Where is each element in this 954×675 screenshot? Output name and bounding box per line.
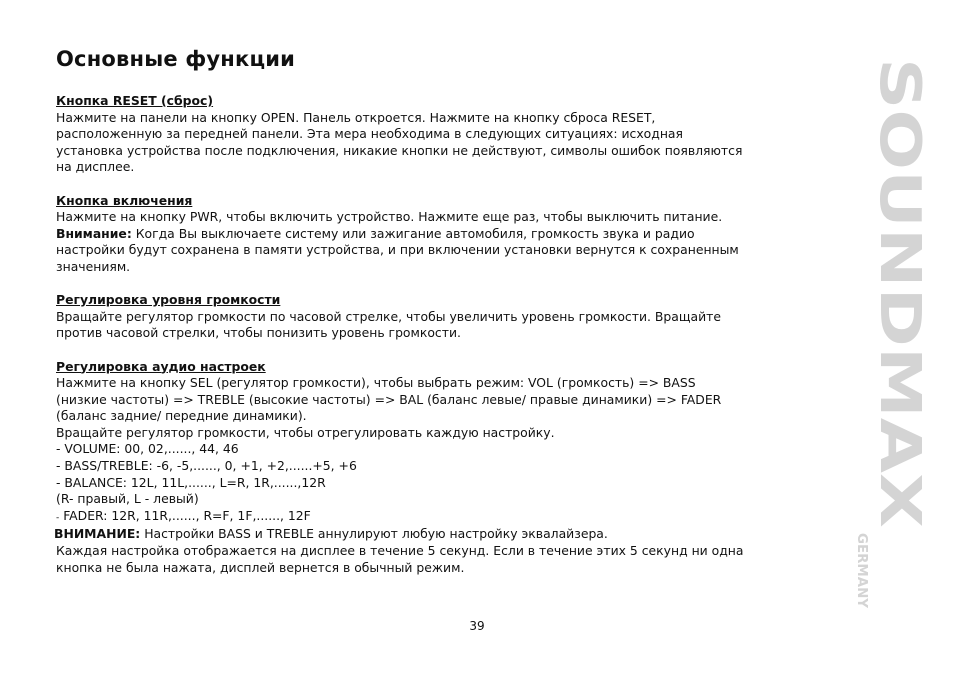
audio-text-line: (баланс задние/ передние динамики). — [56, 408, 307, 424]
section-heading-power: Кнопка включения — [56, 192, 193, 208]
audio-warning-line — [54, 526, 816, 543]
section-volume — [56, 292, 816, 342]
section-heading-volume: Регулировка уровня громкости — [56, 292, 281, 308]
balance-note: (R- правый, L - левый) — [56, 491, 199, 507]
section-audio — [56, 359, 816, 577]
section-reset — [56, 93, 816, 176]
power-text-line: Нажмите на кнопку PWR, чтобы включить устройство. Нажмите еще раз, чтобы выключить питание. — [56, 209, 723, 225]
section-heading-reset: Кнопка RESET (сброс) — [56, 93, 214, 108]
list-item: - BASS/TREBLE: -6, -5,......, 0, +1, +2,......+5, +6 — [56, 458, 357, 474]
reset-text-line: на дисплее. — [56, 159, 135, 175]
reset-text-line: Нажмите на панели на кнопку OPEN. Панель откроется. Нажмите на кнопку сброса RESET, — [56, 109, 656, 125]
audio-text-line: (низкие частоты) => TREBLE (высокие частоты) => BAL (баланс левые/ правые динамики) => FADER — [56, 391, 722, 407]
page-title: Основные функции — [56, 47, 296, 71]
audio-text-line: кнопка не была нажата, дисплей вернется в обычный режим. — [56, 559, 465, 575]
page-content — [56, 93, 816, 593]
list-item-fader — [56, 508, 816, 527]
section-power — [56, 193, 816, 276]
audio-text-line: Нажмите на кнопку SEL (регулятор громкости), чтобы выбрать режим: VOL (громкость) => BASS — [56, 375, 696, 391]
fader-text: FADER: 12R, 11R,......, R=F, 1F,......, 12F — [59, 507, 311, 523]
power-text-line: значениям. — [56, 258, 131, 274]
audio-warning-text: Настройки BASS и TREBLE аннулируют любую настройку эквалайзера. — [140, 526, 608, 542]
brand-sub-text: GERMANY — [854, 533, 869, 606]
page-number: 39 — [469, 619, 485, 633]
reset-text-line: установка устройства после подключения, никакие кнопки не действуют, символы ошибок появляются — [56, 142, 743, 158]
list-item: - BALANCE: 12L, 11L,......, L=R, 1R,......,12R — [56, 474, 326, 490]
warning-label: ВНИМАНИЕ: — [54, 526, 141, 542]
volume-text-line: Вращайте регулятор громкости по часовой стрелке, чтобы увеличить уровень громкости. Вращайте — [56, 308, 722, 324]
brand-logo-text: SOUNDMAX — [867, 58, 932, 428]
power-warning-line — [56, 226, 816, 243]
warning-label: Внимание: — [56, 225, 132, 241]
reset-text-line: расположенную за передней панели. Эта мера необходима в следующих ситуациях: исходная — [56, 126, 683, 142]
volume-text-line: против часовой стрелки, чтобы понизить уровень громкости. — [56, 325, 461, 341]
power-text-line: настройки будут сохранена в памяти устройства, и при включении установки вернутся к сохраненным — [56, 242, 739, 258]
list-dash: - — [56, 512, 60, 523]
audio-text-line: Каждая настройка отображается на дисплее в течение 5 секунд. Если в течение этих 5 секунд ни одна — [56, 543, 744, 559]
audio-text-line: Вращайте регулятор громкости, чтобы отрегулировать каждую настройку. — [56, 424, 555, 440]
brand-logo — [838, 48, 932, 613]
section-heading-audio: Регулировка аудио настроек — [56, 358, 266, 374]
power-warning-text: Когда Вы выключаете систему или зажигание автомобиля, громкость звука и радио — [131, 225, 695, 241]
list-item: - VOLUME: 00, 02,......, 44, 46 — [56, 441, 239, 457]
